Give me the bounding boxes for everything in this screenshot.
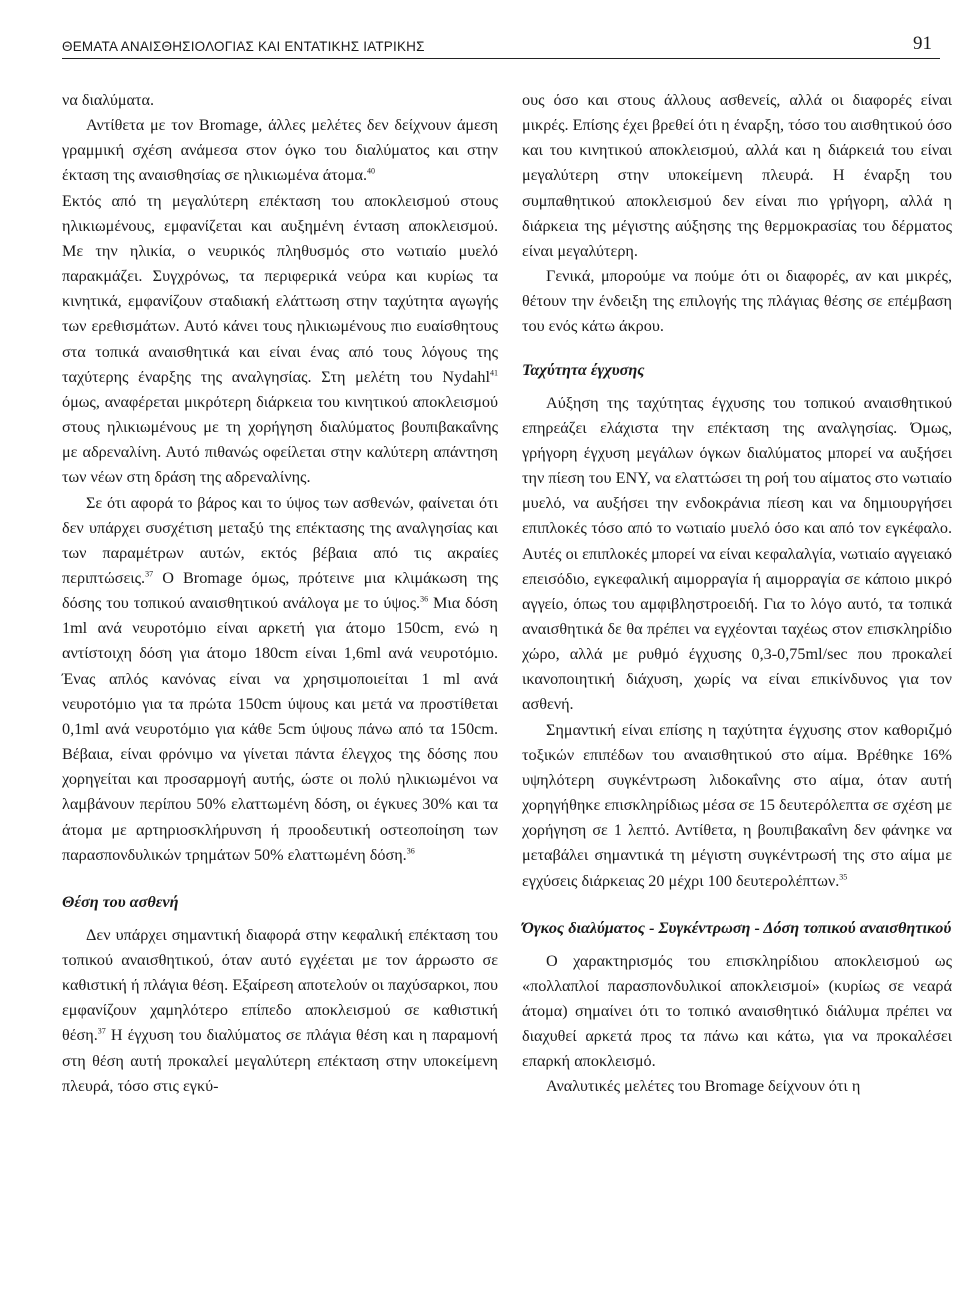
left-column: [62, 88, 498, 1099]
citation-37: 37: [145, 569, 154, 579]
citation-37b: 37: [97, 1027, 106, 1037]
section-heading-injection-speed: Ταχύτητα έγχυσης: [522, 360, 645, 379]
section-heading-volume-concentration-dose: Όγκος διαλύματος - Συγκέντρωση - Δόση τοπικού αναισθητικού: [522, 918, 952, 937]
paragraph-toxic-levels: [522, 718, 952, 894]
citation-36: 36: [420, 594, 429, 604]
paragraph-lateral-position: Γενικά, μπορούμε να πούμε ότι οι διαφορές, αν και μικρές, θέτουν την ένδειξη της επιλογής της πλάγιας θέσης σε επέμβαση του ενός κάτω άκρου.: [522, 267, 952, 336]
section-heading-patient-position: Θέση του ασθενή: [62, 892, 179, 911]
page-number: 91: [913, 33, 932, 54]
text-run: Σημαντική είναι επίσης η ταχύτητα έγχυσης στον καθοριζμό τοξικών επιπέδων του αναισθητικού στο αίμα. Βρέθηκε 16% υψηλότερη συγκέντρωση λιδοκαΐνης στο αίμα, όταν αυτή χορηγήθηκε επισκληρίδιως μέσα σε 15 δευτερόλεπτα σε σχέση με χορήγηση σε 1 λεπτό. Αντίθετα, η βουπιβακαΐνη δεν φάνηκε να μεταβάλει σημαντικά τη μέγιστη συγκέντρωσή της στο αίμα με εγχύσεις διάρκειας 20 μέχρι 100 δευτερολέπτων.: [522, 720, 952, 890]
citation-36b: 36: [406, 846, 415, 856]
paragraph-continuation: ους όσο και στους άλλους ασθενείς, αλλά οι διαφορές είναι μικρές. Επίσης έχει βρεθεί ότι η έναρξη, τόσο του αισθητικού όσο και του κινητικού αποκλεισμού, αλλά και η διάρκειά του είναι μεγαλύτερη στην υποκείμενη πλευρά. Η έναρξη του συμπαθητικού αποκλεισμού δεν είναι πιο γρήγορη, αλλά η διάρκεια της μέγιστης αύξησης της θερμοκρασίας του δέρματος είναι μεγαλύτερη.: [522, 91, 952, 260]
paragraph-continuation: να διαλύματα.: [62, 91, 155, 109]
text-run: Εκτός από τη μεγαλύτερη επέκταση του αποκλεισμού στους ηλικιωμένους, εμφανίζεται και αυξημένη ένταση αποκλεισμού. Με την ηλικία, ο νευρικός πληθυσμός στο νωτιαίο μυελό παρακμάζει. Συγχρόνως, τα περιφερικά νεύρα και κυρίως τα κινητικά, εμφανίζουν σταδιακή ελάττωση στην ταχύτητα αγωγής των ερεθισμάτων. Αυτό κάνει τους ηλικιωμένους πιο ευαίσθητους στα τοπικά αναισθητικά και είναι ένας από τους λόγους της ταχύτερης έναρξης της αναλγησίας. Στη μελέτη του Nydahl: [62, 191, 498, 386]
paragraph-injection-speed: Αύξηση της ταχύτητας έγχυσης του τοπικού αναισθητικού επηρεάζει ελάχιστα την επέκταση της αναλγησίας. Όμως, γρήγορη έγχυση μεγάλων όγκων διαλύματος μπορεί να αυξήσει την πίεση του ΕΝΥ, να ελαττώσει τη ροή του αίματος στο νωτιαίο μυελό, να αυξήσει την ενδοκράνια πίεση και να δημιουργήσει επιπλοκές τόσο από το νωτιαίο μυελό όσο και από τον εγκέφαλο. Αυτές οι επιπλοκές μπορεί να είναι κεφαλαλγία, νωτιαίο αγγειακό επεισόδιο, εγκεφαλική αιμορραγία ή αιμορραγία σε κάποιο μικρό αγγείο, όπως του αμφιβληστροειδή. Για το λόγο αυτό, τα τοπικά αναισθητικά δε θα πρέπει να εγχέονται ταχέως στον επισκληρίδιο χώρο, αλλά με ρυθμό έγχυσης 0,3-0,75ml/sec που προκαλεί ικανοποιητική διάχυση, χωρίς να είναι επικίνδυνος για τον ασθενή.: [522, 393, 952, 714]
right-column: [522, 88, 952, 1100]
citation-41: 41: [490, 368, 498, 378]
text-run: Δεν υπάρχει σημαντική διαφορά στην κεφαλική επέκταση του τοπικού αναισθητικού, όταν αυτό εγχέεται με τον άρρωστο σε καθιστική ή πλάγια θέση. Εξαίρεση αποτελούν οι παχύσαρκοι, που εμφανίζουν χαμηλότερο επίπεδο αποκλεισμού σε καθιστική θέση.: [62, 925, 498, 1045]
text-run: Μια δόση 1ml ανά νευροτόμιο είναι αρκετή για άτομο 150cm, ενώ η αντίστοιχη δόση για άτομο 180cm είναι 1,6ml ανά νευροτόμιο. Ένας απλός κανόνας είναι να χρησιμοποιείται 1 ml ανά νευροτόμιο για τα πρώτα 150cm ύψους και μετά να προστίθεται 0,1ml ανά νευροτόμιο για κάθε 5cm ύψους πάνω από τα 150cm. Βέβαια, είναι φρόνιμο να γίνεται πάντα έλεγχος της δόσης που χορηγείται και προσαρμογή αυτής, ώστε οι πολύ ηλικιωμένοι να λαμβάνουν περίπου 50% ελαττωμένη δόση, οι έγκυες 30% και τα άτομα με αρτηριοσκλήρυνση ή προοδευτική οστεοποίηση των παρασπονδυλικών τρημάτων 50% ελαττωμένη δόση.: [62, 594, 498, 864]
text-run: Αντίθετα με τον Bromage, άλλες μελέτες δεν δείχνουν άμεση γραμμική σχέση ανάμεσα στον όγκο του διαλύματος και στην έκταση της αναισθησίας σε ηλικιωμένα άτομα.: [62, 116, 498, 185]
paragraph-bromage-studies: Αναλυτικές μελέτες του Bromage δείχνουν ότι η: [546, 1077, 861, 1096]
text-run: Ο Bromage όμως, πρότεινε μια κλιμάκωση της δόσης του τοπικού αναισθητικού ανάλογα με το ύψος.: [62, 568, 498, 613]
text-run: όμως, αναφέρεται μικρότερη διάρκεια του κινητικού αποκλεισμού στους ηλικιωμένους με τη χορήγηση διαλύματος βουπιβακαΐνης με αδρεναλίνη. Αυτό πιθανώς οφείλεται στην καλύτερη απάντηση των νέων στη δράση της αδρεναλίνης.: [62, 392, 498, 487]
journal-title: ΘΕΜΑΤΑ ΑΝΑΙΣΘΗΣΙΟΛΟΓΙΑΣ ΚΑΙ ΕΝΤΑΤΙΚΗΣ ΙΑΤΡΙΚΗΣ: [62, 39, 425, 54]
paragraph-patient-position: [62, 923, 498, 1099]
paragraph-weight-height: [62, 491, 498, 868]
citation-35: 35: [839, 872, 848, 882]
running-header: [62, 28, 940, 59]
paragraph-volume: Ο χαρακτηρισμός του επισκληρίδιου αποκλεισμού ως «πολλαπλοί παρασπονδυλικοί αποκλεισμοί» (κυρίως σε νεαρά άτομα) σημαίνει ότι το τοπικό αναισθητικό διάλυμα πρέπει να διαχυθεί αρκετά προς τα πάνω και κάτω, για να προκαλέσει επαρκή αποκλεισμό.: [522, 951, 952, 1071]
text-run: Η έγχυση του διαλύματος σε πλάγια θέση και η παραμονή στη θέση αυτή προκαλεί μεγαλύτερη επέκταση στην υποκείμενη πλευρά, τόσο στις εγκύ-: [62, 1026, 498, 1095]
text-run: Σε ότι αφορά το βάρος και το ύψος των ασθενών, φαίνεται ότι δεν υπάρχει συσχέτιση μεταξύ της επέκτασης της αναλγησίας και των παραμέτρων αυτών, εκτός βέβαια από τις ακραίες περιπτώσεις.: [62, 493, 498, 587]
citation-40: 40: [367, 167, 376, 177]
paragraph-age-effect: [62, 113, 498, 490]
